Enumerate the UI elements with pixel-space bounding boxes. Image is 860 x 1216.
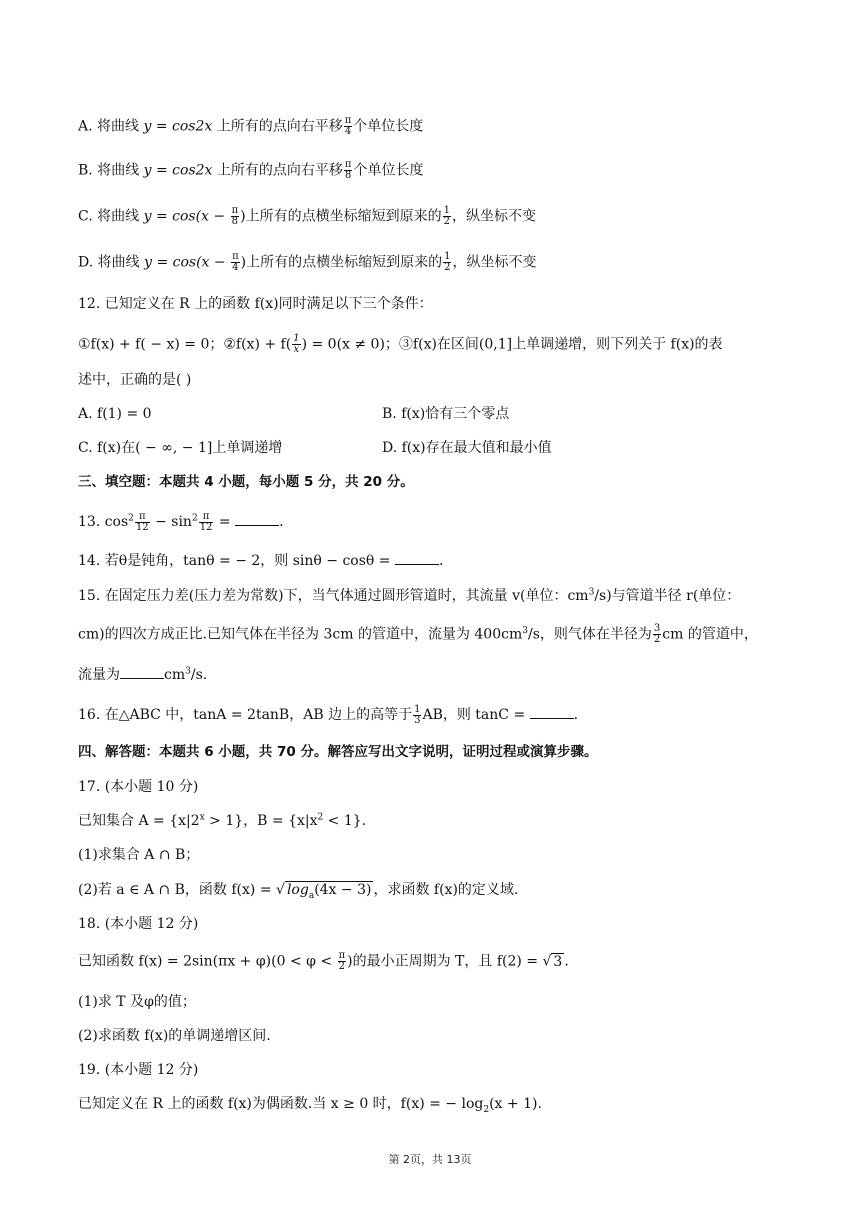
page-footer: 第 2页，共 13页: [388, 1153, 472, 1166]
q12-option-d: D. f(x)存在最大值和最小值: [382, 440, 552, 456]
q12-conditions: ①f(x) + f( − x) = 0；②f(x) + f( $\frac{1}{x}$ ) = 0(x ≠ 0)；③f(x)在区间(0,1]上单调递增，则下列关于 f(x)的表: [78, 333, 723, 355]
option-11b: B. 将曲线 y = cos2x 上所有的点向右平移 $\frac{\pi}{8}$ 个单位长度: [78, 159, 424, 181]
q18-heading: 18. (本小题 12 分): [78, 916, 199, 932]
q18-given: 已知函数 f(x) = 2sin(πx + φ)(0 < φ < $\frac{\pi}{2}$ )的最小正周期为 T，且 f(2) = √ 3 .: [78, 950, 569, 972]
sqrt-sign: √: [276, 882, 285, 898]
q12-option-b: B. f(x)恰有三个零点: [382, 406, 510, 422]
q18-part-2: (2)求函数 f(x)的单调递增区间.: [78, 1028, 271, 1044]
q12-continuation: 述中，正确的是( ): [78, 372, 192, 388]
q14: 14. 若θ是钝角，tanθ = − 2，则 sinθ − cosθ = .: [78, 550, 443, 571]
answer-blank: [395, 550, 439, 565]
section-4-heading: 四、解答题：本题共 6 小题，共 70 分。解答应写出文字说明，证明过程或演算步骤。: [78, 744, 598, 760]
q19-heading: 19. (本小题 12 分): [78, 1062, 199, 1078]
option-11c: C. 将曲线 y = cos(x − $\frac{\pi}{8}$ )上所有的点横坐标缩短到原来的 $\frac{1}{2}$ ，纵坐标不变: [78, 205, 536, 227]
answer-blank: [235, 511, 279, 526]
q18-part-1: (1)求 T 及φ的值；: [78, 994, 196, 1010]
q12-option-c: C. f(x)在( − ∞, − 1]上单调递增: [78, 440, 283, 456]
q17-part-2: (2)若 a ∈ A ∩ B，函数 f(x) = √ $\log_a(4x - 3)$ ，求函数 f(x)的定义域.: [78, 882, 519, 901]
q15-line-1: 15. 在固定压力差(压力差为常数)下，当气体通过圆形管道时，其流量 v(单位：$cm^3/s$)与管道半径 r(单位：: [78, 587, 741, 604]
sqrt-sign: √: [542, 953, 552, 970]
q16: 16. 在△ABC 中，tanA = 2tanB，AB 边上的高等于 $\frac{1}{3}$ AB，则 tanC = .: [78, 703, 579, 726]
q15-line-2: cm)的四次方成正比.已知气体在半径为 3cm 的管道中，流量为 $400cm^3/s$，则气体在半径为 $\frac{3}{2}$ cm 的管道中，: [78, 623, 758, 645]
q15-line-3: 流量为 $cm^3/s$.: [78, 664, 207, 685]
answer-blank: [120, 664, 164, 679]
option-11d: D. 将曲线 y = cos(x − $\frac{\pi}{4}$ )上所有的点横坐标缩短到原来的 $\frac{1}{2}$ ，纵坐标不变: [78, 251, 537, 273]
q13: 13. $\cos^2$ $\frac{\pi}{12}$ − $\sin^2$ $\frac{\pi}{12}$ = .: [78, 510, 284, 533]
option-11a: A. 将曲线 y = cos2x 上所有的点向右平移 $\frac{\pi}{4}$ 个单位长度: [78, 115, 424, 137]
q17-heading: 17. (本小题 10 分): [78, 779, 199, 795]
q17-given: 已知集合 $A = \{x|2^x > 1\}$，$B = \{x|x^2 < 1\}$.: [78, 812, 367, 829]
answer-blank: [530, 704, 574, 719]
q12-stem: 12. 已知定义在 R 上的函数 f(x)同时满足以下三个条件：: [78, 296, 433, 312]
q19-given: 已知定义在 R 上的函数 f(x)为偶函数.当 x ≥ 0 时，f(x) = − $\log_2(x + 1)$.: [78, 1096, 542, 1115]
section-3-heading: 三、填空题：本题共 4 小题，每小题 5 分，共 20 分。: [78, 474, 414, 490]
q12-option-a: A. f(1) = 0: [78, 406, 152, 422]
q17-part-1: (1)求集合 A ∩ B；: [78, 847, 200, 863]
